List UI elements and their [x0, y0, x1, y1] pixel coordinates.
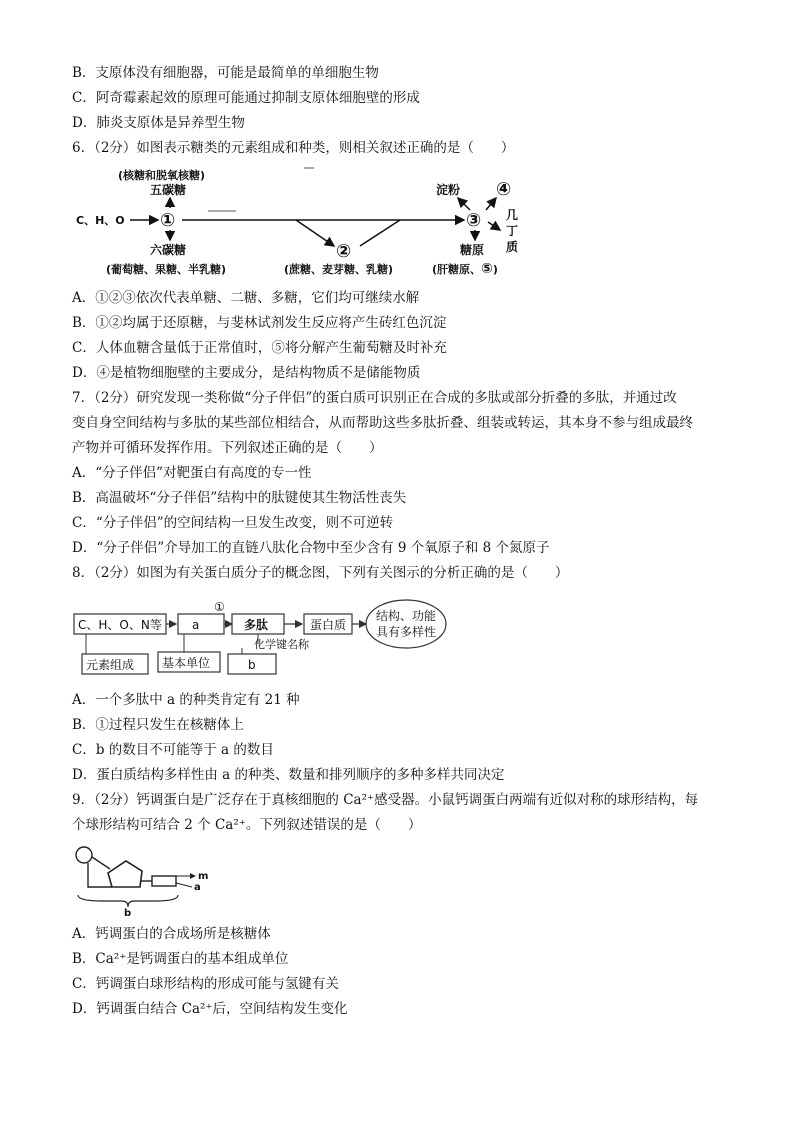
q6-chitin-1: 几	[506, 208, 519, 222]
q9-label-m: m	[198, 871, 209, 882]
q8-a: a	[192, 618, 200, 632]
q8-basic-unit: 基本单位	[162, 656, 211, 670]
q9-label-a: a	[194, 882, 201, 893]
q6-option-c: C．人体血糖含量低于正常值时，⑤将分解产生葡萄糖及时补充	[72, 340, 447, 356]
q6-stem: 6．（2分）如图表示糖类的元素组成和种类，则相关叙述正确的是（ ）	[72, 140, 515, 156]
q6-chitin-3: 质	[506, 240, 519, 254]
q9-stem-line-1: 9．（2分）钙调蛋白是广泛存在于真核细胞的 Ca²⁺感受器。小鼠钙调蛋白两端有近似对称的球形结构，每	[72, 792, 699, 808]
q6-six-carbon-examples: (葡萄糖、果糖、半乳糖)	[106, 263, 227, 276]
q9-option-c: C．钙调蛋白球形结构的形成可能与氢键有关	[72, 976, 339, 992]
q6-five-carbon: 五碳糖	[150, 183, 187, 197]
q7-option-c: C．“分子伴侣”的空间结构一旦发生改变，则不可逆转	[72, 515, 394, 531]
q7-stem-line-2: 变自身空间结构与多肽的某些部位相结合，从而帮助这些多肽折叠、组装或转运，其本身不参与组成最终	[72, 415, 693, 431]
q6-sugar-diagram	[70, 162, 530, 280]
q8-elements: C、H、O、N等	[78, 618, 162, 632]
q6-elements: C、H、O	[76, 214, 125, 227]
q6-disaccharide-examples: (蔗糖、麦芽糖、乳糖)	[284, 263, 394, 276]
q7-stem-line-1: 7．（2分）研究发现一类称做“分子伴侣”的蛋白质可识别正在合成的多肽或部分折叠的多肽，并通过改	[72, 390, 677, 406]
q8-protein: 蛋白质	[310, 618, 347, 632]
q7-option-a: A．“分子伴侣”对靶蛋白有高度的专一性	[72, 465, 312, 481]
q6-starch: 淀粉	[436, 183, 461, 197]
q8-polypeptide: 多肽	[244, 618, 269, 632]
q5-option-b: B．支原体没有细胞器，可能是最简单的单细胞生物	[72, 65, 379, 81]
q8-option-d: D．蛋白质结构多样性由 a 的种类、数量和排列顺序的多种多样共同决定	[72, 767, 505, 783]
q6-six-carbon: 六碳糖	[150, 243, 187, 257]
q6-glycogen-examples: (肝糖原、⑤)	[432, 261, 498, 277]
q8-step-1: ①	[214, 600, 225, 614]
q9-option-b: B．Ca²⁺是钙调蛋白的基本组成单位	[72, 951, 289, 967]
q5-option-c: C．阿奇霉素起效的原理可能通过抑制支原体细胞壁的形成	[72, 90, 420, 106]
q6-glycogen: 糖原	[460, 243, 485, 257]
q8-option-a: A．一个多肽中 a 的种类肯定有 21 种	[72, 692, 300, 708]
q9-option-a: A．钙调蛋白的合成场所是核糖体	[72, 926, 271, 942]
q9-label-b: b	[124, 908, 132, 919]
q5-option-d: D．肺炎支原体是异养型生物	[72, 115, 245, 131]
q8-option-b: B．①过程只发生在核糖体上	[72, 717, 244, 733]
q9-stem-line-2: 个球形结构可结合 2 个 Ca²⁺。下列叙述错误的是（ ）	[72, 817, 422, 833]
q8-result-line-1: 结构、功能	[376, 609, 437, 623]
q7-stem-line-3: 产物并可循环发挥作用。下列叙述正确的是（ ）	[72, 440, 383, 456]
q6-node-3: ③	[466, 210, 482, 231]
q6-five-carbon-examples: (核糖和脱氧核糖)	[118, 169, 206, 182]
q6-option-d: D．④是植物细胞壁的主要成分，是结构物质不是储能物质	[72, 365, 421, 381]
q6-node-2: ②	[336, 241, 352, 262]
q7-option-b: B．高温破坏“分子伴侣”结构中的肽键使其生物活性丧失	[72, 490, 407, 506]
q6-option-b: B．①②均属于还原糖，与斐林试剂发生反应将产生砖红色沉淀	[72, 315, 447, 331]
q8-result-line-2: 具有多样性	[376, 625, 437, 639]
q6-node-4: ④	[496, 179, 512, 200]
q8-protein-concept-map	[72, 596, 452, 680]
q9-option-d: D．钙调蛋白结合 Ca²⁺后，空间结构发生变化	[72, 1001, 348, 1017]
q8-b: b	[248, 658, 256, 672]
q6-option-a: A．①②③依次代表单糖、二糖、多糖，它们均可继续水解	[72, 290, 420, 306]
q8-element-composition: 元素组成	[86, 658, 135, 672]
q6-node-1: ①	[160, 210, 176, 231]
q6-chitin-2: 丁	[506, 224, 519, 238]
q7-option-d: D．“分子伴侣”介导加工的直链八肽化合物中至少含有 9 个氧原子和 8 个氮原子	[72, 540, 550, 556]
q8-option-c: C．b 的数目不可能等于 a 的数目	[72, 742, 274, 758]
q8-stem: 8．（2分）如图为有关蛋白质分子的概念图，下列有关图示的分析正确的是（ ）	[72, 565, 569, 581]
q9-calmodulin-diagram	[72, 843, 222, 919]
q8-bond-name: 化学键名称	[254, 638, 309, 651]
